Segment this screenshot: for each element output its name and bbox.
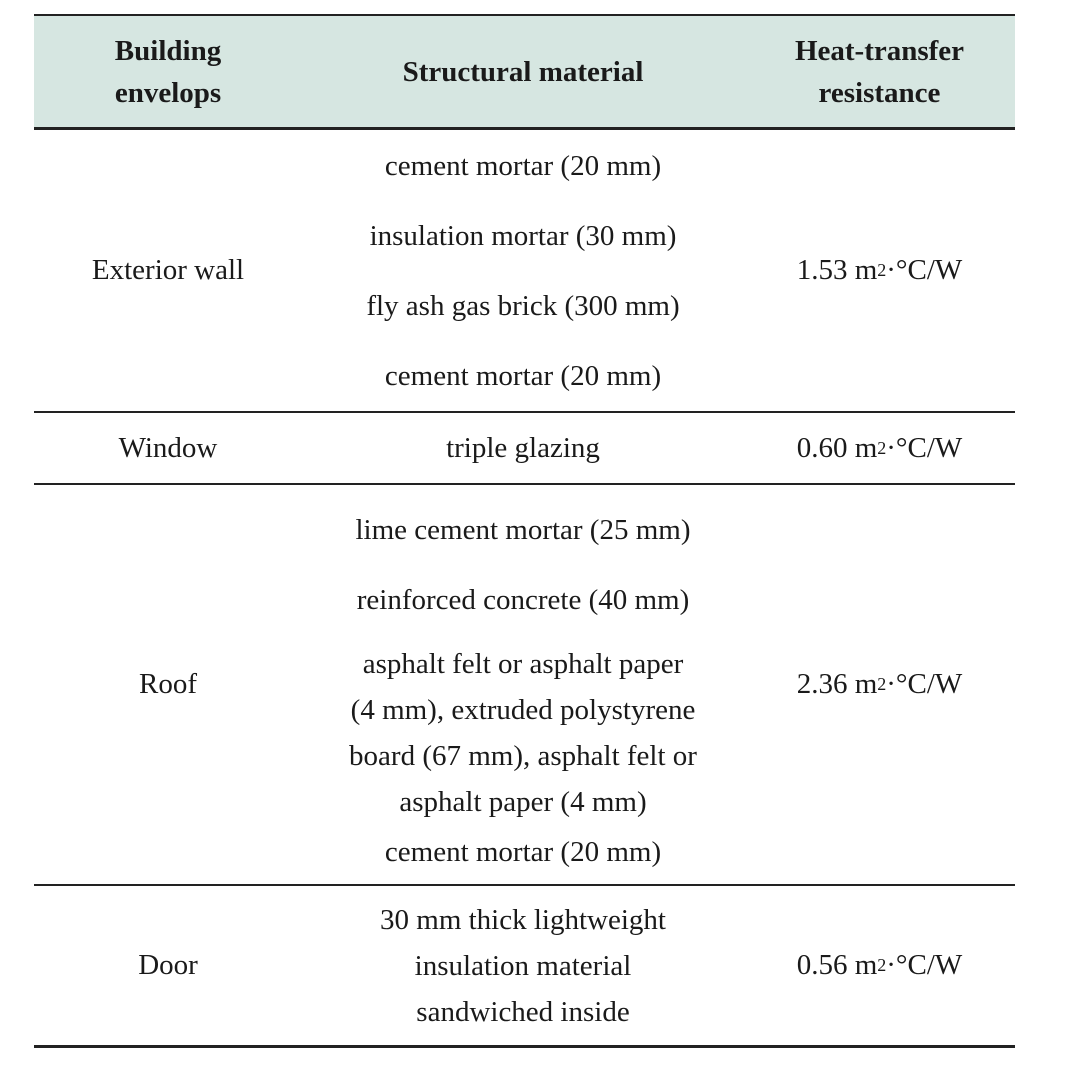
resistance-exponent: 2 — [877, 674, 887, 694]
header-text: Structural material — [402, 55, 644, 88]
material-line: triple glazing — [446, 431, 600, 464]
resistance-value: 0.60 m — [796, 431, 878, 464]
header-structural-material — [302, 51, 744, 93]
material-line: 30 mm thick lightweight — [380, 903, 666, 936]
material-line: cement mortar (20 mm) — [384, 359, 662, 392]
resistance-exponent: 2 — [877, 437, 887, 458]
materials-cell — [302, 413, 744, 483]
materials-cell — [302, 485, 744, 884]
resistance-unit: ·°C/W — [886, 254, 963, 286]
header-text: envelops — [114, 76, 222, 109]
resistance-exponent: 2 — [877, 260, 887, 280]
material-line: insulation material — [414, 949, 632, 982]
resistance-value: 0.56 m — [796, 949, 878, 981]
material-line: fly ash gas brick (300 mm) — [366, 289, 680, 322]
resistance-value: 2.36 m — [796, 668, 878, 700]
table-row — [34, 886, 1015, 1048]
material-line: (4 mm), extruded polystyrene — [350, 693, 696, 726]
envelope-cell: Window — [118, 431, 218, 464]
resistance-cell — [744, 485, 1015, 884]
material-line: sandwiched inside — [416, 995, 630, 1028]
table-header-row — [34, 14, 1015, 130]
table-row — [34, 130, 1015, 413]
material-line: board (67 mm), asphalt felt or — [349, 739, 697, 772]
material-line: asphalt paper (4 mm) — [399, 785, 647, 818]
resistance-value: 1.53 m — [796, 254, 878, 286]
envelope-cell: Exterior wall — [91, 254, 245, 286]
material-line: cement mortar (20 mm) — [384, 835, 662, 868]
resistance-cell — [744, 413, 1015, 483]
header-text: resistance — [818, 76, 941, 109]
resistance-cell — [744, 130, 1015, 411]
table-row — [34, 485, 1015, 886]
material-line: lime cement mortar (25 mm) — [355, 513, 691, 546]
resistance-exponent: 2 — [877, 955, 887, 975]
materials-cell — [302, 886, 744, 1045]
resistance-cell — [744, 886, 1015, 1045]
material-line: reinforced concrete (40 mm) — [356, 583, 690, 616]
table-row — [34, 413, 1015, 485]
materials-cell — [302, 130, 744, 411]
material-line: cement mortar (20 mm) — [384, 149, 662, 182]
material-line: insulation mortar (30 mm) — [369, 219, 677, 252]
header-building-envelops — [34, 30, 302, 114]
material-table — [34, 14, 1015, 1048]
envelope-cell: Roof — [139, 668, 197, 700]
header-text: Heat-transfer — [794, 34, 965, 67]
header-heat-transfer-resistance — [744, 30, 1015, 114]
resistance-unit: ·°C/W — [886, 949, 963, 981]
resistance-unit: ·°C/W — [886, 431, 963, 464]
material-line: asphalt felt or asphalt paper — [362, 647, 684, 680]
resistance-unit: ·°C/W — [886, 668, 963, 700]
header-text: Building — [114, 34, 222, 67]
envelope-cell: Door — [138, 949, 198, 981]
